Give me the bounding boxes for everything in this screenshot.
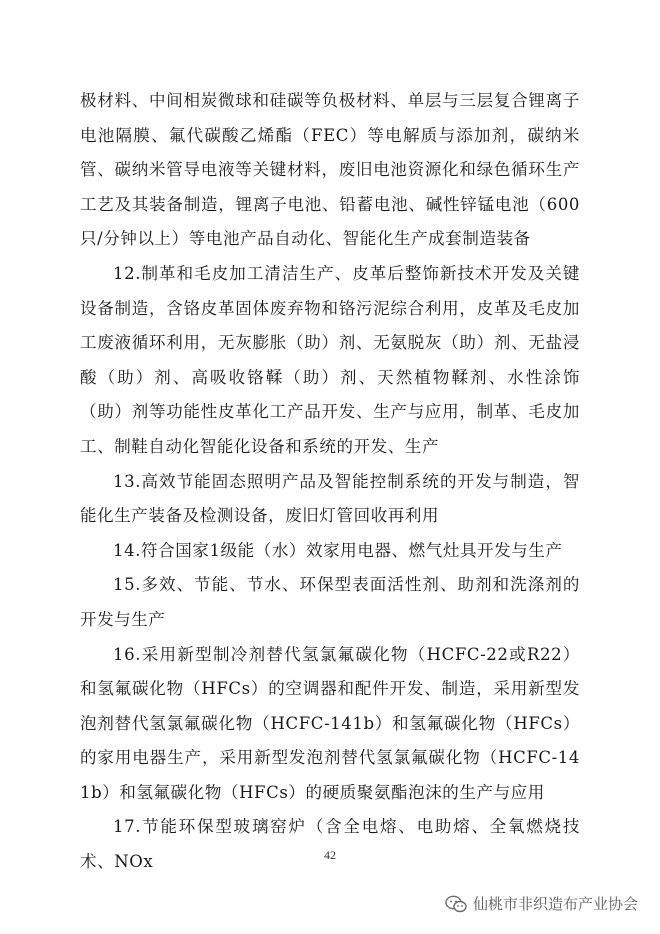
paragraph-continued	[80, 84, 580, 257]
text-line: 循环利用，无灰膨胀（助）剂、无氨脱灰（助）剂、无盐浸酸（助）	[80, 333, 580, 387]
text-line: 性皮革化工产品开发、生产与应用，制革、毛皮加工、制鞋自动化智	[80, 402, 581, 456]
text-line: 12.制革和毛皮加工清洁生产、皮革后整饰新技术开发及关键设备	[80, 263, 580, 318]
text-line: 纳米管导电液等关键材料，废旧电池资源化和绿色循环生产工艺及其	[80, 160, 580, 214]
text-line: 氯氟碳化物（HCFC-141b）和氢氟碳化物（HFCs）的家用电器生产，	[80, 713, 581, 768]
paragraph-17	[80, 810, 580, 879]
text-line: 能化设备和系统的开发、生产	[216, 436, 440, 456]
wechat-icon	[445, 895, 467, 913]
text-line: 17.节能环保型玻璃窑炉（含全电熔、电助熔、全氧燃烧技术、NOx	[80, 817, 580, 872]
paragraph-13	[80, 465, 580, 534]
paragraph-16	[80, 638, 580, 811]
page-number: 42	[324, 848, 336, 862]
text-line: 生产装备及检测设备，废旧灯管回收再利用	[114, 506, 440, 526]
text-line: 制造，含铬皮革固体废弃物和铬污泥综合利用，皮革及毛皮加工废液	[80, 298, 581, 353]
text-line: 14.符合国家1级能（水）效家用电器、燃气灶具开发与生产	[113, 540, 563, 560]
text-line: 装备制造，锂离子电池、铅蓄电池、碱性锌锰电池（600只/分钟以上）	[80, 194, 581, 249]
paragraph-14	[80, 534, 580, 569]
text-line: 15.多效、节能、节水、环保型表面活性剂、助剂和洗涤剂的开发	[80, 575, 580, 629]
text-line: 池隔膜、氟代碳酸乙烯酯（FEC）等电解质与添加剂，碳纳米管、碳	[80, 125, 580, 180]
text-line: 13.高效节能固态照明产品及智能控制系统的开发与制造，智能化	[80, 471, 580, 526]
watermark-text: 仙桃市非织造布产业协会	[472, 895, 638, 913]
text-line: 等电池产品自动化、智能化生产成套制造装备	[188, 229, 531, 249]
text-line: （HFCs）的硬质聚氨酯泡沫的生产与应用	[221, 782, 545, 802]
wechat-watermark	[445, 893, 638, 914]
text-line: 碳化物（HFCs）的空调器和配件开发、制造，采用新型发泡剂替代氢	[80, 679, 580, 733]
text-line: 16.采用新型制冷剂替代氢氯氟碳化物（HCFC-22或R22）和氢氟	[80, 644, 580, 699]
text-line: 采用新型发泡剂替代氢氯氟碳化物（HCFC-141b）和氢氟碳化物	[80, 748, 580, 802]
document-body	[80, 84, 580, 880]
text-line: 极材料、中间相炭微球和硅碳等负极材料、单层与三层复合锂离子电	[80, 91, 580, 145]
text-line: 与生产	[114, 609, 166, 629]
paragraph-12	[80, 257, 580, 465]
text-line: 剂、高吸收铬鞣（助）剂、天然植物鞣剂、水性涂饰（助）剂等功能	[80, 367, 580, 422]
paragraph-15	[80, 568, 580, 637]
